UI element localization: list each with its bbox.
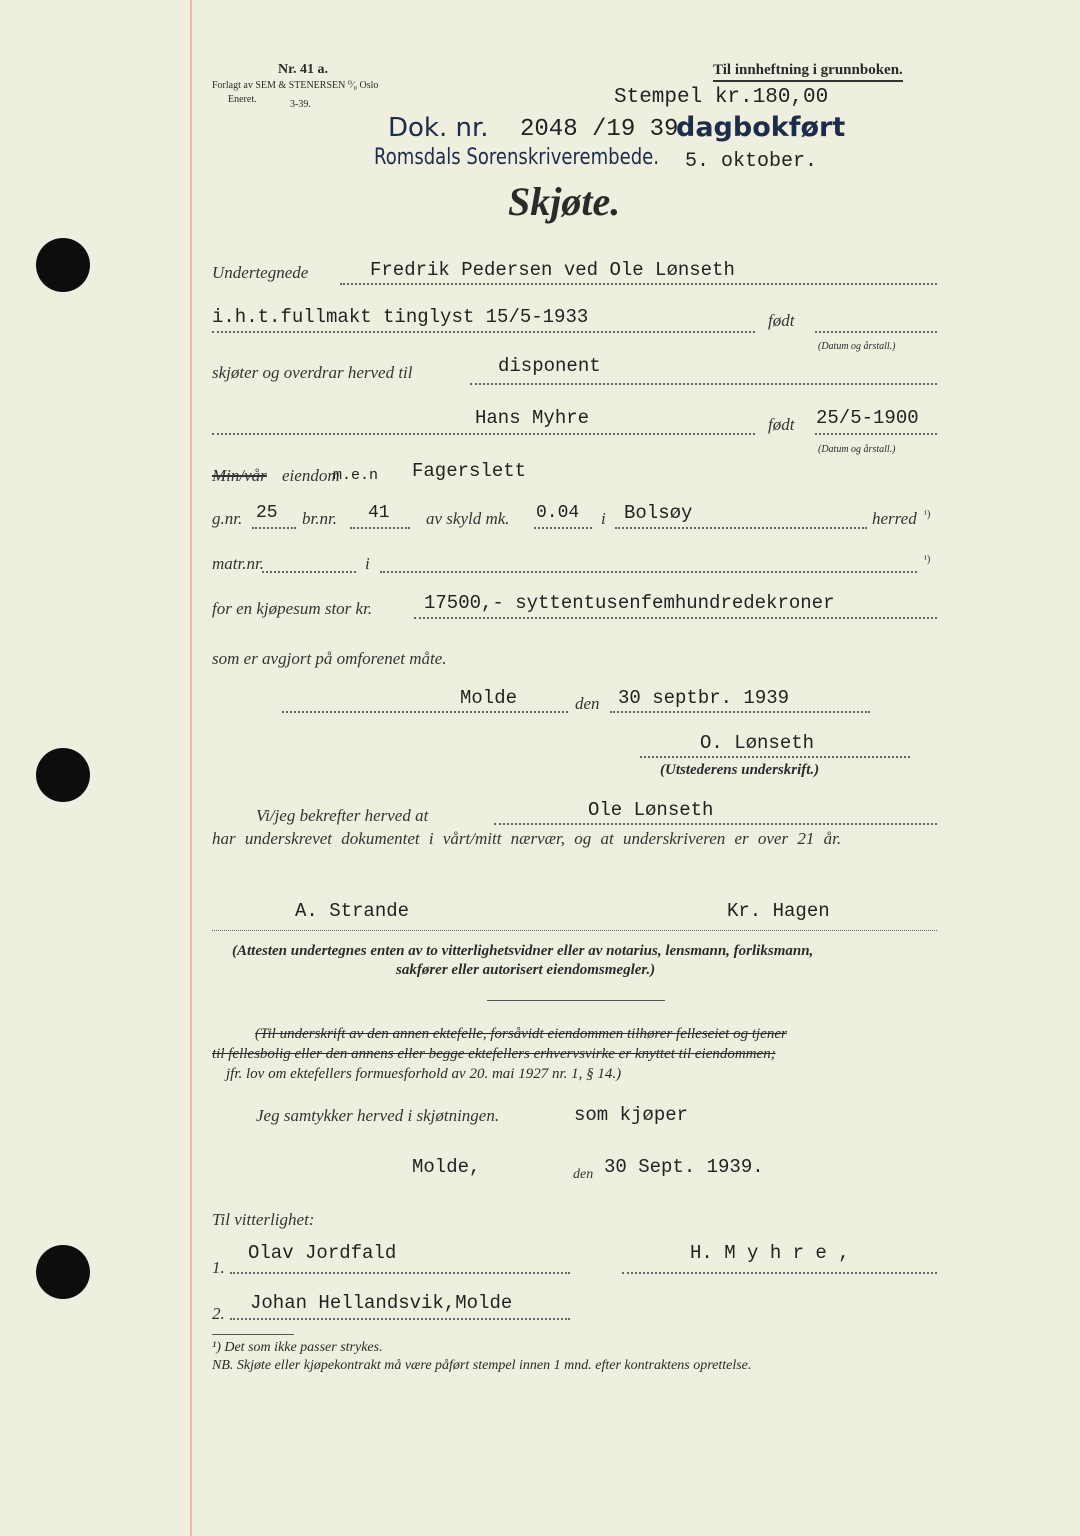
matr-i: i bbox=[365, 554, 370, 573]
footnote-1: ¹) Det som ikke passer strykes. bbox=[212, 1340, 383, 1355]
footnote-mark-2: ¹) bbox=[924, 554, 931, 565]
dotted-line bbox=[230, 1272, 570, 1274]
confirm-name: Ole Lønseth bbox=[588, 799, 714, 821]
consent-place: Molde, bbox=[412, 1156, 481, 1178]
filing-note: Til innheftning i grunnboken. bbox=[713, 62, 903, 82]
eiendom-label: eiendom bbox=[282, 466, 340, 485]
punch-hole-bottom bbox=[36, 1245, 90, 1299]
dotted-line bbox=[494, 823, 937, 825]
dotted-line bbox=[262, 571, 356, 573]
confirm-prefix: Vi/jeg bekrefter herved at bbox=[256, 806, 429, 825]
undertegnede-label: Undertegnede bbox=[212, 263, 309, 282]
attest-note-2: sakfører eller autorisert eiendomsmegler.) bbox=[396, 962, 656, 978]
issuer-signature: O. Lønseth bbox=[700, 732, 815, 754]
buyer-fodt-label: født bbox=[768, 415, 795, 434]
margin-line bbox=[190, 0, 192, 1536]
fodt-label: født bbox=[768, 311, 795, 330]
gnr-label: g.nr. bbox=[212, 509, 243, 528]
footnote-mark: ¹) bbox=[924, 509, 931, 520]
dotted-line bbox=[282, 711, 568, 713]
attest-note-1: (Attesten undertegnes enten av to vitterlighetsvidner eller av notarius, lensmann, forliksmann, bbox=[232, 943, 814, 959]
consent-date: 30 Sept. 1939. bbox=[604, 1156, 764, 1178]
kjopesum-label: for en kjøpesum stor kr. bbox=[212, 599, 373, 618]
footnote-nb: NB. Skjøte eller kjøpekontrakt må være påført stempel innen 1 mnd. efter kontraktens oprettelse. bbox=[212, 1358, 752, 1373]
dotted-line bbox=[414, 617, 937, 619]
office-stamp: Romsdals Sorenskriverembede. bbox=[374, 145, 660, 170]
datum-note: (Datum og årstall.) bbox=[818, 341, 896, 352]
dotted-line bbox=[622, 1272, 937, 1274]
seller-name: Fredrik Pedersen ved Ole Lønseth bbox=[370, 259, 735, 281]
brnr-label: br.nr. bbox=[302, 509, 337, 528]
brnr-value: 41 bbox=[368, 503, 390, 523]
publisher-line: Forlagt av SEM & STENERSEN ⁰⁄₀ Oslo bbox=[212, 80, 379, 91]
i-label: i bbox=[601, 509, 606, 528]
stamp-date: 5. oktober. bbox=[685, 150, 818, 173]
witness-name-1: Olav Jordfald bbox=[248, 1242, 397, 1264]
spouse-note-1: (Til underskrift av den annen ektefelle, forsåvidt eiendommen tilhører felleseiet og tjener bbox=[255, 1026, 787, 1042]
punch-hole-middle bbox=[36, 748, 90, 802]
dotted-line bbox=[610, 711, 870, 713]
dotted-line bbox=[640, 756, 910, 758]
dok-number: 2048 /19 39 bbox=[520, 116, 679, 143]
publisher-eneret: Eneret. bbox=[228, 94, 257, 105]
datum-note-2: (Datum og årstall.) bbox=[818, 444, 896, 455]
signing-date: 30 septbr. 1939 bbox=[618, 687, 790, 709]
skjoter-label: skjøter og overdrar herved til bbox=[212, 363, 413, 382]
herred-value: Bolsøy bbox=[624, 502, 693, 524]
vitterlighet-label: Til vitterlighet: bbox=[212, 1210, 315, 1229]
consent-text: Jeg samtykker herved i skjøtningen. bbox=[256, 1106, 500, 1125]
spouse-note-3: jfr. lov om ektefellers formuesforhold av 20. mai 1927 nr. 1, § 14.) bbox=[226, 1066, 622, 1082]
spouse-note-2: til fellesbolig eller den annens eller begge ektefellers erhvervsvirke er knyttet til eiendommen; bbox=[212, 1046, 776, 1062]
eiendom-prefix: m.e.n bbox=[333, 467, 379, 484]
dotted-line bbox=[212, 433, 755, 435]
den-label: den bbox=[575, 694, 600, 713]
signature-caption: (Utstederens underskrift.) bbox=[660, 762, 820, 778]
stamp-fee: Stempel kr.180,00 bbox=[614, 86, 829, 109]
dotted-line bbox=[212, 331, 755, 333]
buyer-birth: 25/5-1900 bbox=[816, 407, 919, 429]
dotted-line bbox=[470, 383, 937, 385]
matr-label: matr.nr. bbox=[212, 554, 264, 573]
gnr-value: 25 bbox=[256, 503, 278, 523]
witness-name-2: Johan Hellandsvik,Molde bbox=[250, 1292, 513, 1314]
dotted-line bbox=[340, 283, 937, 285]
eiendom-struck: Min/vår bbox=[212, 466, 267, 485]
property-name: Fagerslett bbox=[412, 460, 527, 482]
dotted-line bbox=[815, 433, 937, 435]
skyld-value: 0.04 bbox=[536, 503, 580, 523]
dotted-line bbox=[252, 527, 296, 529]
consent-value: som kjøper bbox=[574, 1104, 689, 1126]
purchase-sum: 17500,- syttentusenfemhundredekroner bbox=[424, 592, 835, 614]
punch-hole-top bbox=[36, 238, 90, 292]
confirm-text: har underskrevet dokumentet i vårt/mitt nærvær, og at underskriveren er over 21 år. bbox=[212, 829, 842, 848]
dotted-line bbox=[212, 930, 937, 931]
witness-signature-1: A. Strande bbox=[295, 900, 410, 922]
form-number: Nr. 41 a. bbox=[278, 62, 329, 77]
buyer-name: Hans Myhre bbox=[475, 407, 590, 429]
witness-signature-2: Kr. Hagen bbox=[727, 900, 830, 922]
fullmakt-text: i.h.t.fullmakt tinglyst 15/5-1933 bbox=[212, 306, 589, 328]
consent-den: den bbox=[573, 1167, 594, 1182]
dotted-line bbox=[230, 1318, 570, 1320]
dotted-line bbox=[615, 527, 867, 529]
dotted-line bbox=[380, 571, 917, 573]
signing-place: Molde bbox=[460, 687, 518, 709]
dagbokfort-stamp: dagbokført bbox=[676, 112, 846, 143]
skyld-label: av skyld mk. bbox=[426, 509, 510, 528]
witness-number-2: 2. bbox=[212, 1304, 225, 1323]
avgjort-text: som er avgjort på omforenet måte. bbox=[212, 649, 447, 668]
document-title: Skjøte. bbox=[508, 179, 621, 224]
footnote-rule bbox=[212, 1334, 294, 1335]
dotted-line bbox=[534, 527, 592, 529]
publisher-date: 3-39. bbox=[290, 99, 311, 110]
dok-label: Dok. nr. bbox=[388, 113, 489, 143]
herred-label: herred bbox=[872, 509, 917, 528]
buyer-title: disponent bbox=[498, 355, 601, 377]
section-divider bbox=[487, 1000, 665, 1001]
buyer-signature: H. M y h r e , bbox=[690, 1242, 850, 1264]
witness-number-1: 1. bbox=[212, 1258, 225, 1277]
dotted-line bbox=[815, 331, 937, 333]
dotted-line bbox=[350, 527, 410, 529]
